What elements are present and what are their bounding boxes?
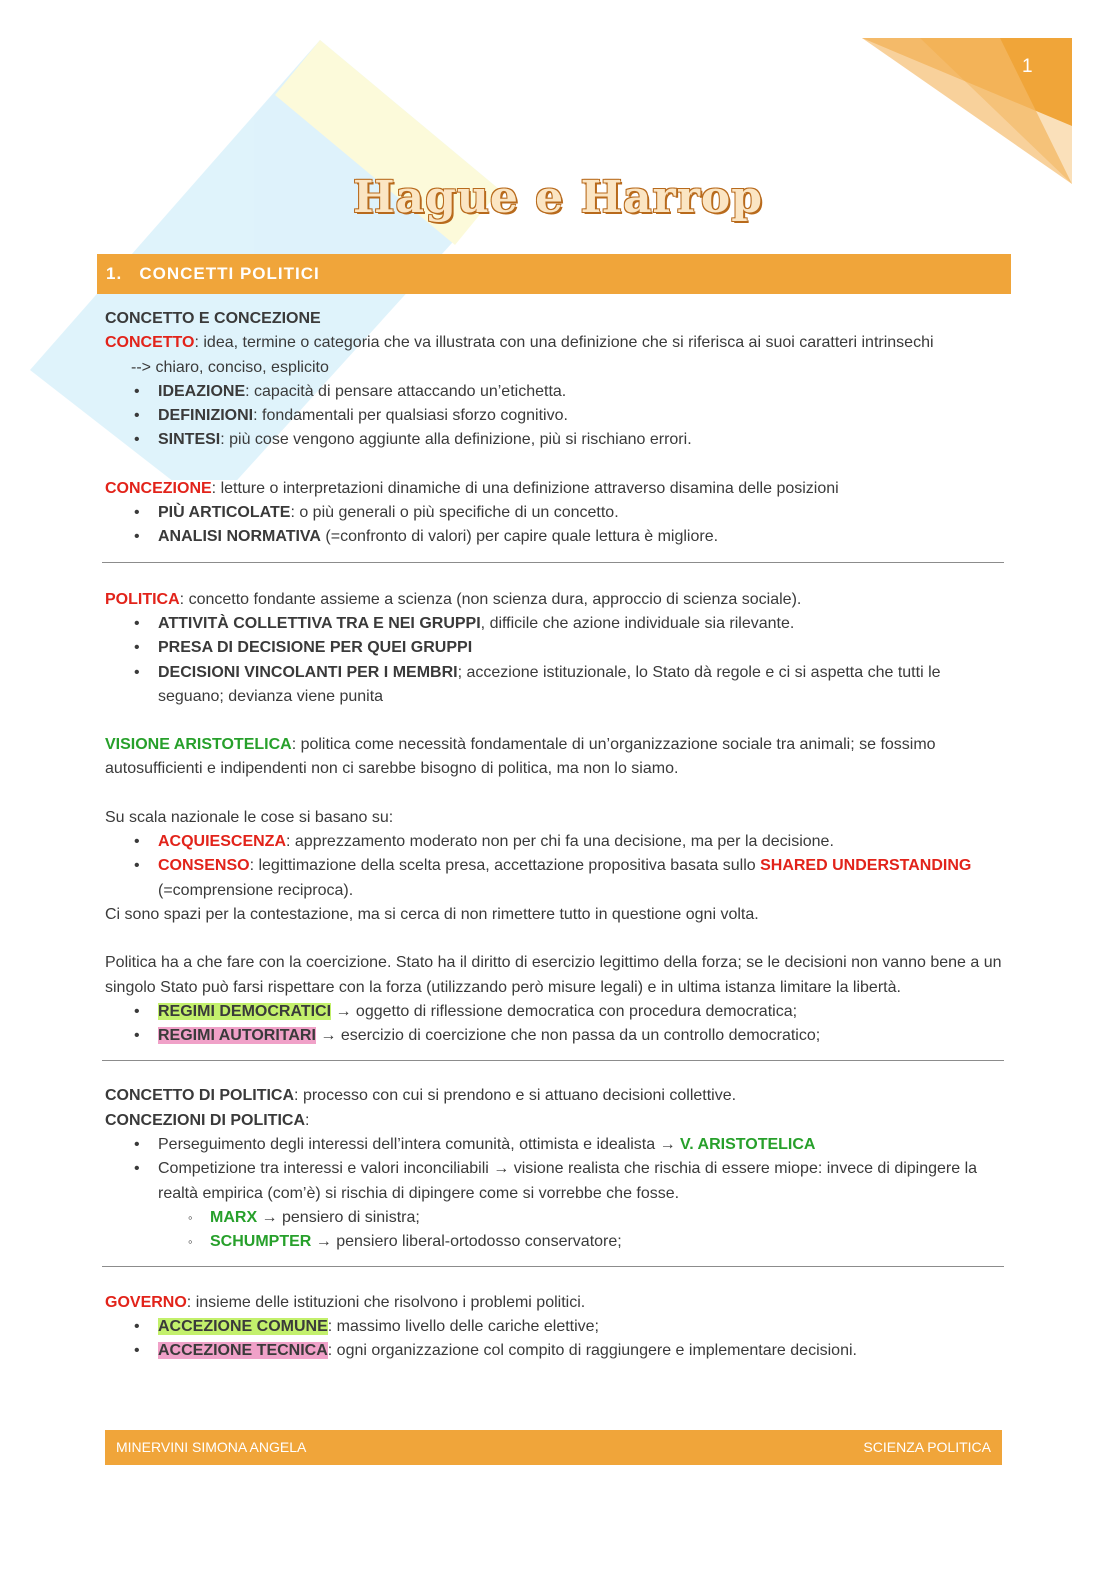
footer-subject: SCIENZA POLITICA (863, 1439, 991, 1455)
list-item: • Perseguimento degli interessi dell’intera comunità, ottimista e idealista → V. ARISTOTELICA (158, 1133, 1005, 1157)
definition-paragraph: CONCEZIONE: letture o interpretazioni dinamiche di una definizione attraverso disamina delle posizioni (105, 479, 839, 497)
definition-paragraph: CONCETTO DI POLITICA: processo con cui si prendono e si attuano decisioni collettive. (105, 1087, 737, 1105)
document-title: Hague e Harrop (352, 172, 764, 223)
list-item: • CONSENSO: legittimazione della scelta presa, accettazione propositiva basata sullo SHARED UNDERSTANDING (=comprensione reciproca). (158, 854, 1005, 903)
list-item: • ACCEZIONE COMUNE: massimo livello delle cariche elettive; (158, 1315, 1005, 1339)
definition-continuation: --> chiaro, conciso, esplicito (131, 358, 329, 376)
bullet-list (105, 1315, 1005, 1364)
bullet-list (105, 612, 1005, 709)
sub-list (158, 1206, 1005, 1255)
definition-paragraph: GOVERNO: insieme delle istituzioni che risolvono i problemi politici. (105, 1293, 586, 1311)
bullet-list (105, 1000, 1005, 1049)
sub-list-item: ◦ SCHUMPTER → pensiero liberal-ortodosso conservatore; (210, 1230, 1005, 1254)
list-item: • ATTIVITÀ COLLETTIVA TRA E NEI GRUPPI, difficile che azione individuale sia rilevante. (158, 612, 1005, 636)
bullet-list (105, 1133, 1005, 1254)
page-corner-decoration (860, 36, 1080, 186)
list-item: • ACQUIESCENZA: apprezzamento moderato non per chi fa una decisione, ma per la decisione. (158, 830, 1005, 854)
paragraph: Su scala nazionale le cose si basano su: (105, 808, 394, 826)
section-title: CONCETTI POLITICI (139, 264, 320, 283)
subheading: CONCETTO E CONCEZIONE (105, 310, 321, 327)
section-heading (97, 254, 1011, 294)
page-footer (105, 1430, 1002, 1465)
page-number: 1 (1022, 56, 1033, 77)
paragraph: Ci sono spazi per la contestazione, ma si cerca di non rimettere tutto in questione ogni volta. (105, 905, 759, 923)
list-item: • IDEAZIONE: capacità di pensare attaccando un’etichetta. (158, 380, 1005, 404)
list-item: • DEFINIZIONI: fondamentali per qualsiasi sforzo cognitivo. (158, 404, 1005, 428)
list-item: • Competizione tra interessi e valori inconciliabili → visione realista che rischia di essere miope: invece di dipingere la realtà empirica (com’è) si rischia di dipingere come si vorrebbe che fosse. ◦ MARX → pensiero di sinistra; ◦ SCHUMPTER → pensiero liberal-ortodosso conservatore; (158, 1157, 1005, 1254)
definition-paragraph: POLITICA: concetto fondante assieme a scienza (non scienza dura, approccio di scienza sociale). (105, 590, 802, 608)
definition-paragraph: CONCEZIONI DI POLITICA: (105, 1111, 310, 1129)
list-item: • REGIMI AUTORITARI → esercizio di coercizione che non passa da un controllo democratico; (158, 1024, 1005, 1048)
definition-paragraph: VISIONE ARISTOTELICA: politica come necessità fondamentale di un’organizzazione sociale tra animali; se fossimo autosufficienti e indipendenti non ci sarebbe bisogno di politica, ma non lo siamo. (105, 736, 936, 778)
section-number: 1. (106, 264, 123, 283)
definition-paragraph: CONCETTO: idea, termine o categoria che va illustrata con una definizione che si riferisca ai suoi caratteri intrinsechi (105, 334, 934, 352)
list-item: • PIÙ ARTICOLATE: o più generali o più specifiche di un concetto. (158, 501, 1005, 525)
list-item: • REGIMI DEMOCRATICI → oggetto di riflessione democratica con procedura democratica; (158, 1000, 1005, 1024)
bullet-list (105, 830, 1005, 903)
list-item: • PRESA DI DECISIONE PER QUEI GRUPPI (158, 636, 1005, 660)
document-body (105, 307, 1005, 1363)
list-item: • ACCEZIONE TECNICA: ogni organizzazione col compito di raggiungere e implementare decisioni. (158, 1339, 1005, 1363)
bullet-list (105, 501, 1005, 550)
list-item: • ANALISI NORMATIVA (=confronto di valori) per capire quale lettura è migliore. (158, 525, 1005, 549)
list-item: • DECISIONI VINCOLANTI PER I MEMBRI; accezione istituzionale, lo Stato dà regole e ci si aspetta che tutti le seguano; devianza viene punita (158, 661, 1005, 710)
bullet-list (105, 380, 1005, 453)
list-item: • SINTESI: più cose vengono aggiunte alla definizione, più si rischiano errori. (158, 428, 1005, 452)
sub-list-item: ◦ MARX → pensiero di sinistra; (210, 1206, 1005, 1230)
paragraph: Politica ha a che fare con la coercizione. Stato ha il diritto di esercizio legittimo della forza; se le decisioni non vanno bene a un singolo Stato può farsi rispettare con la forza (utilizzando però misure legali) e in ultima istanza limitare la libertà. (105, 954, 1002, 996)
footer-author: MINERVINI SIMONA ANGELA (116, 1439, 307, 1455)
